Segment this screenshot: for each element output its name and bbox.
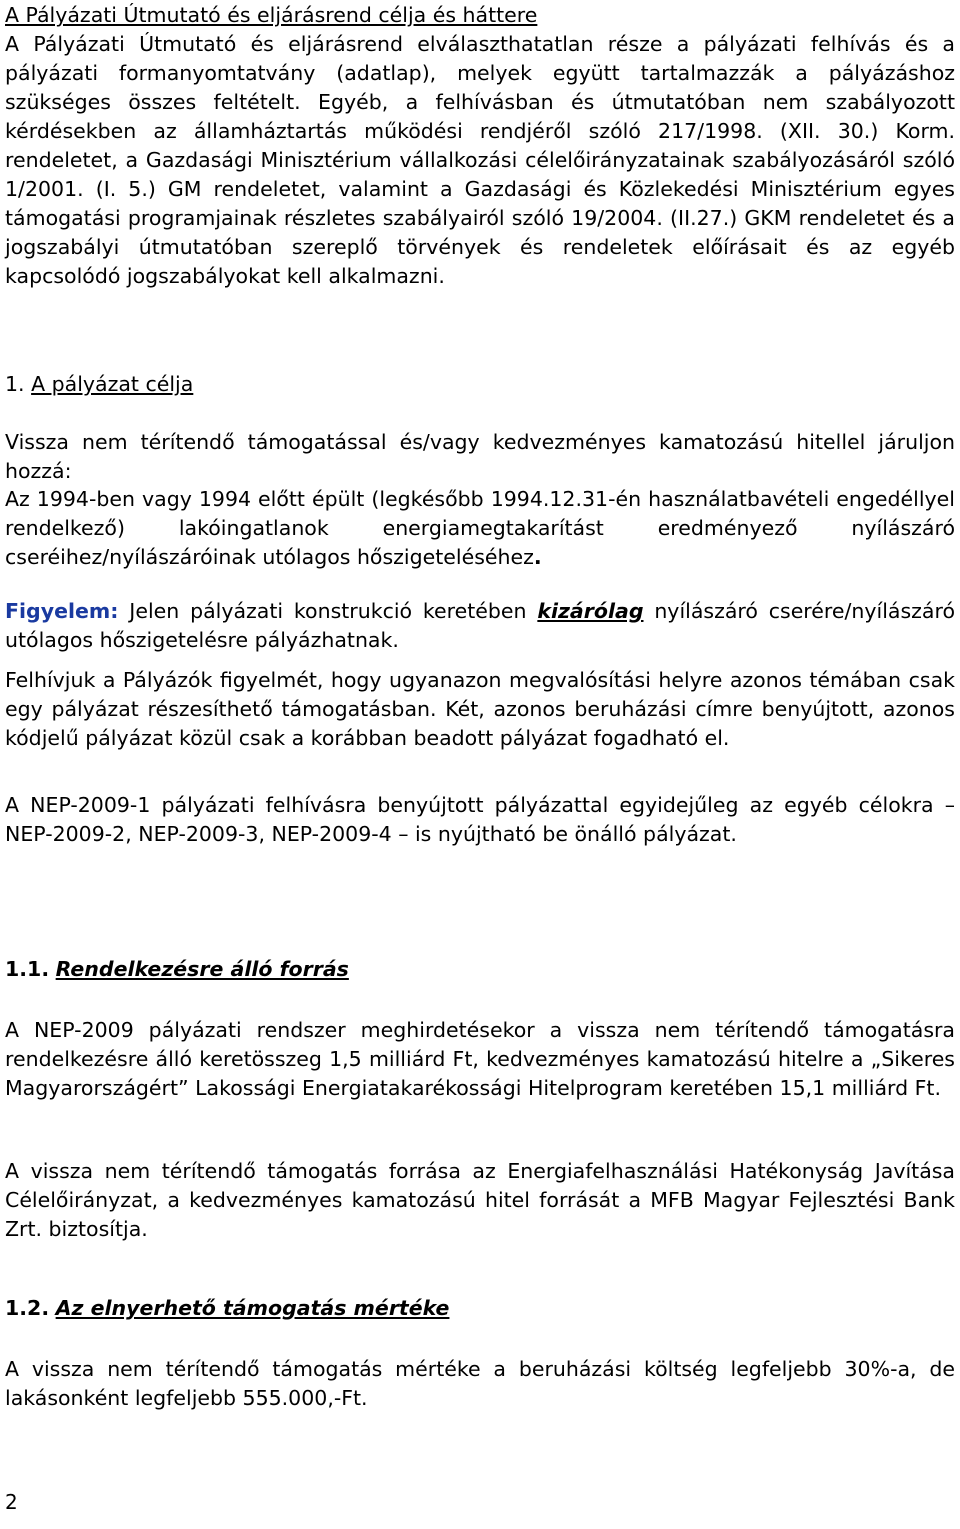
section-1-paragraph-2 — [5, 485, 955, 572]
section-1-2-number: 1.2. — [5, 1296, 50, 1320]
section-1-paragraph-3: Felhívjuk a Pályázók figyelmét, hogy ugyanazon megvalósítási helyre azonos témában csak egy pályázat részesíthető támogatásban. Két, azonos beruházási címre benyújtott, azonos kódjelű pályázat közül csak a korábban beadott pályázat fogadható el. — [5, 668, 955, 750]
page-number: 2 — [5, 1490, 18, 1514]
section-1-2-heading — [5, 1294, 955, 1323]
warning-emphasis: kizárólag — [537, 599, 644, 623]
section-1-title: A pályázat célja — [31, 372, 194, 396]
intro-paragraph: A Pályázati Útmutató és eljárásrend elválaszthatatlan része a pályázati felhívás és a pályázati formanyomtatvány (adatlap), melyek együtt tartalmazzák a pályázáshoz szükséges összes feltételt. Egyéb, a felhívásban és útmutatóban nem szabályozott kérdésekben az államháztartás működési rendjéről szóló 217/1998. (XII. 30.) Korm. rendeletet, a Gazdasági Minisztérium vállalkozási célelőirányzatainak szabályozásáról szóló 1/2001. (I. 5.) GM rendeletet, valamint a Gazdasági és Közlekedési Minisztérium egyes támogatási programjainak részletes szabályairól szóló 19/2004. (II.27.) GKM rendeletet és a jogszabályi útmutatóban szereplő törvények és rendeletek előírásait és az egyéb kapcsolódó jogszabályokat kell alkalmazni. — [5, 32, 955, 288]
warning-pre: Jelen pályázati konstrukció keretében — [118, 599, 538, 623]
section-1-1-title: Rendelkezésre álló forrás — [55, 957, 349, 981]
section-1-paragraph-1: Vissza nem térítendő támogatással és/vagy kedvezményes kamatozású hitellel járuljon hozzá: — [5, 430, 955, 483]
section-1-heading — [5, 370, 955, 399]
section-1-1-heading — [5, 955, 955, 984]
warning-post: nyílászáró cserére/nyílászáró utólagos hőszigetelésre pályázhatnak. — [5, 599, 955, 652]
section-1-paragraph-2-end: . — [533, 545, 542, 569]
section-1-number: 1. — [5, 372, 25, 396]
warning-paragraph — [5, 597, 955, 655]
section-1-paragraph-4: A NEP-2009-1 pályázati felhívásra benyújtott pályázattal egyidejűleg az egyéb célokra – NEP-2009-2, NEP-2009-3, NEP-2009-4 – is nyújtható be önálló pályázat. — [5, 793, 955, 846]
document-title: A Pályázati Útmutató és eljárásrend célja és háttere — [5, 3, 538, 27]
warning-label: Figyelem: — [5, 599, 119, 623]
section-1-2-title: Az elnyerhető támogatás mértéke — [55, 1296, 450, 1320]
section-1-1-number: 1.1. — [5, 957, 50, 981]
section-1-2-paragraph-1: A vissza nem térítendő támogatás mértéke a beruházási költség legfeljebb 30%-a, de lakásonként legfeljebb 555.000,-Ft. — [5, 1357, 955, 1410]
section-1-1-paragraph-2: A vissza nem térítendő támogatás forrása az Energiafelhasználási Hatékonyság Javítása Célelőirányzat, a kedvezményes kamatozású hitel forrását a MFB Magyar Fejlesztési Bank Zrt. biztosítja. — [5, 1159, 955, 1241]
section-1-paragraph-2-text: Az 1994-ben vagy 1994 előtt épült (legkésőbb 1994.12.31-én használatbavételi engedéllyel rendelkező) lakóingatlanok energiamegtakarítást eredményező nyílászáró cseréihez/nyílászáróinak utólagos hőszigeteléséhez — [5, 487, 955, 569]
section-1-1-paragraph-1: A NEP-2009 pályázati rendszer meghirdetésekor a vissza nem térítendő támogatásra rendelkezésre álló keretösszeg 1,5 milliárd Ft, kedvezményes kamatozású hitelre a „Sikeres Magyarországért” Lakossági Energiatakarékossági Hitelprogram keretében 15,1 milliárd Ft. — [5, 1018, 955, 1100]
